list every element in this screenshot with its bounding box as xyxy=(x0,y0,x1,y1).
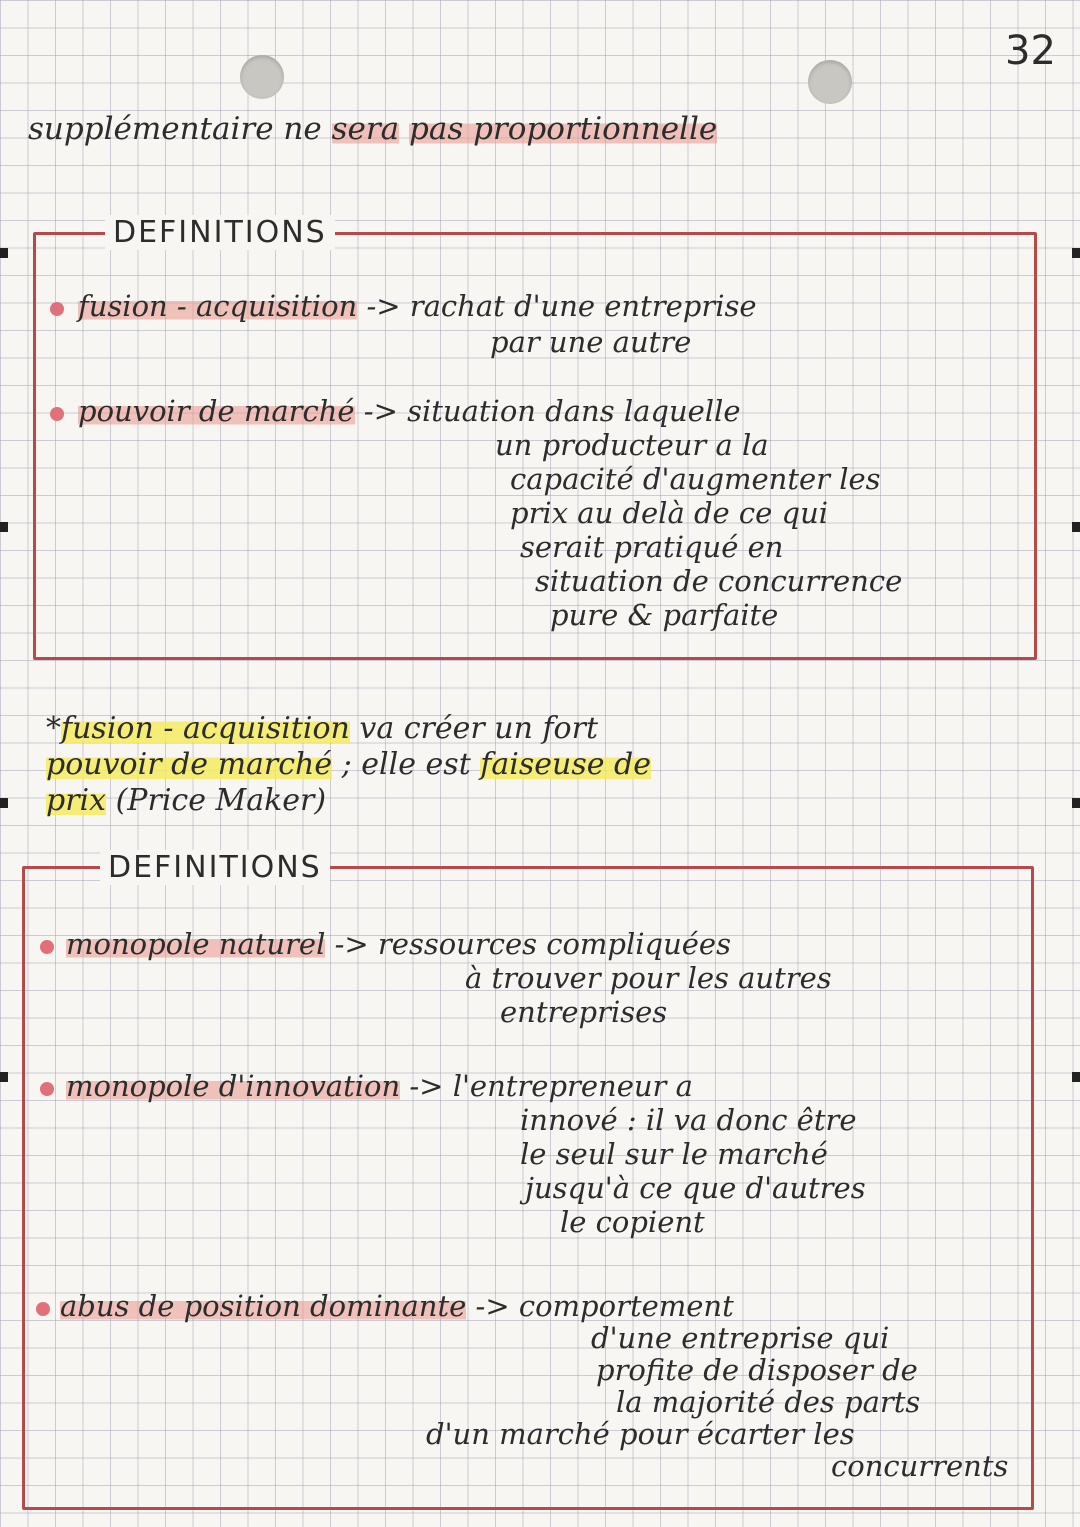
definition-term: pouvoir de marché xyxy=(78,394,355,428)
edge-mark xyxy=(1072,798,1080,808)
definition-term: monopole d'innovation xyxy=(66,1069,401,1103)
top-line-gap xyxy=(399,111,409,147)
note-text: va créer un fort xyxy=(349,711,599,746)
bullet-icon xyxy=(40,1082,54,1096)
definition-text-line: situation dans laquelle xyxy=(407,394,741,428)
definition-text-line: comportement xyxy=(518,1289,734,1323)
definition-text-line: profite de disposer de xyxy=(596,1353,918,1387)
definition-text-line: capacité d'augmenter les xyxy=(510,462,881,496)
bullet-icon xyxy=(50,407,64,421)
definition-text-line: concurrents xyxy=(831,1449,1009,1483)
definition-term: abus de position dominante xyxy=(60,1289,467,1323)
definitions-box-1-title: DEFINITIONS xyxy=(105,215,335,250)
punch-hole-left xyxy=(240,55,284,99)
star-icon: * xyxy=(46,711,61,746)
definition-text-line: le copient xyxy=(560,1205,705,1239)
arrow-icon: -> xyxy=(475,1289,510,1323)
bullet-icon xyxy=(36,1302,50,1316)
top-line-highlight-1: sera xyxy=(331,111,400,147)
edge-mark xyxy=(0,248,8,258)
definition-text-line: prix au delà de ce qui xyxy=(510,496,829,530)
note-highlight: pouvoir de marché xyxy=(46,747,333,782)
definition-text-line: rachat d'une entreprise xyxy=(409,289,757,323)
note-text: ; elle est xyxy=(332,747,481,782)
top-line-start: supplémentaire ne xyxy=(28,111,332,147)
page-number: 32 xyxy=(1005,28,1056,74)
edge-mark xyxy=(1072,1072,1080,1082)
definition-text-line: la majorité des parts xyxy=(616,1385,921,1419)
arrow-icon: -> xyxy=(409,1069,444,1103)
note-text: (Price Maker) xyxy=(106,783,327,818)
definitions-box-2-title: DEFINITIONS xyxy=(100,850,330,885)
definition-text-line: ressources compliquées xyxy=(377,927,731,961)
definition-text-line: situation de concurrence xyxy=(535,564,903,598)
definition-term: fusion - acquisition xyxy=(78,289,358,323)
edge-mark xyxy=(0,798,8,808)
definition-text-line: à trouver pour les autres xyxy=(465,961,832,995)
punch-hole-right xyxy=(808,60,852,104)
arrow-icon: -> xyxy=(334,927,369,961)
definition-text-line: jusqu'à ce que d'autres xyxy=(525,1171,866,1205)
top-line-highlight-2: pas proportionnelle xyxy=(409,111,718,147)
note-highlight: faiseuse de xyxy=(480,747,651,782)
definition-text-line: par une autre xyxy=(490,325,692,359)
definition-text-line: pure & parfaite xyxy=(550,598,779,632)
top-line xyxy=(28,112,717,146)
arrow-icon: -> xyxy=(366,289,401,323)
definition-text-line: serait pratiqué en xyxy=(520,530,784,564)
edge-mark xyxy=(1072,522,1080,532)
definition-text-line: entreprises xyxy=(500,995,668,1029)
definition-text-line: d'une entreprise qui xyxy=(591,1321,890,1355)
note-highlight: prix xyxy=(46,783,107,818)
arrow-icon: -> xyxy=(363,394,398,428)
bullet-icon xyxy=(40,940,54,954)
bullet-icon xyxy=(50,302,64,316)
definition-text-line: un producteur a la xyxy=(495,428,769,462)
definition-text-line: le seul sur le marché xyxy=(520,1137,828,1171)
note-highlight: fusion - acquisition xyxy=(61,711,350,746)
definition-text-line: innové : il va donc être xyxy=(520,1103,857,1137)
edge-mark xyxy=(0,1072,8,1082)
definition-text-line: d'un marché pour écarter les xyxy=(426,1417,855,1451)
edge-mark xyxy=(1072,248,1080,258)
definition-term: monopole naturel xyxy=(66,927,326,961)
edge-mark xyxy=(0,522,8,532)
definition-text-line: l'entrepreneur a xyxy=(452,1069,693,1103)
